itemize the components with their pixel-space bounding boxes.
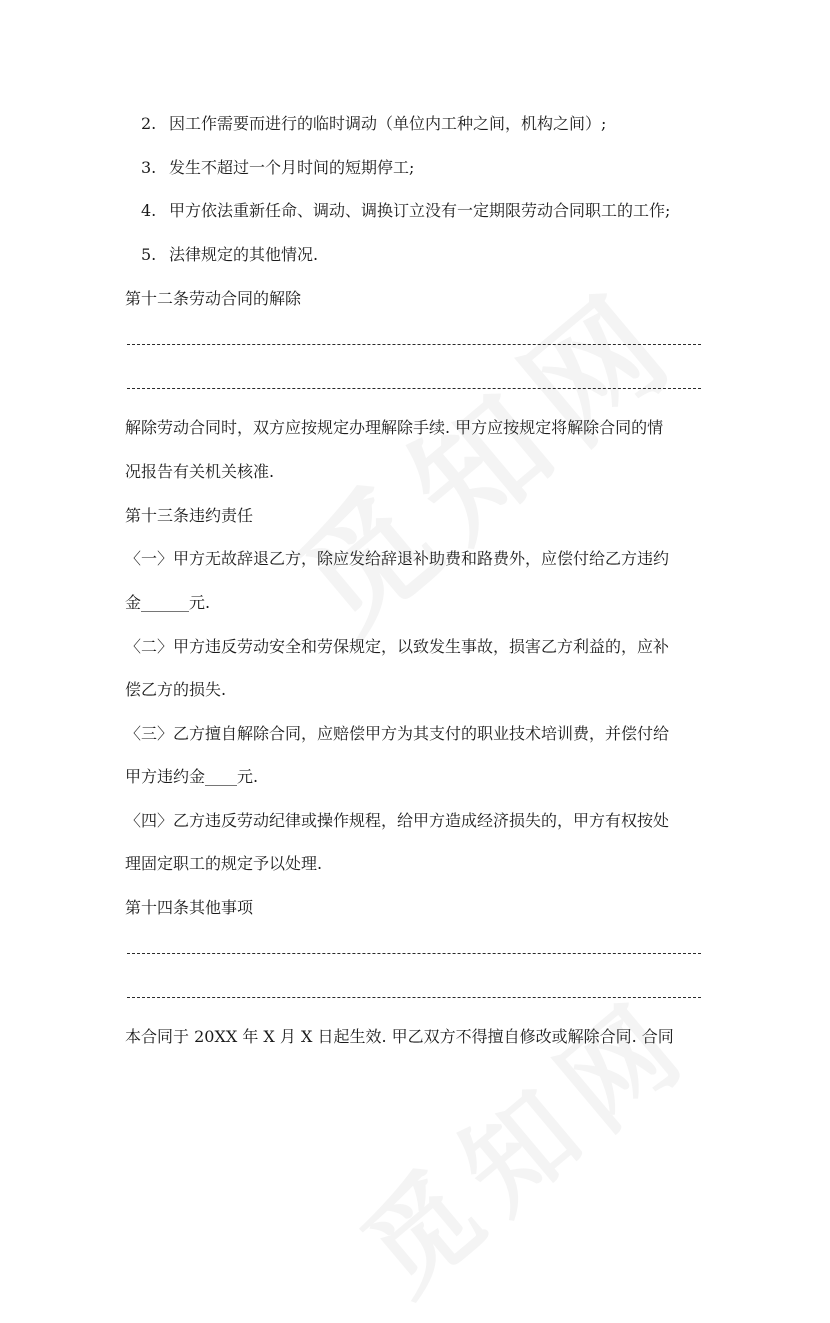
article-13-title: 第十三条违约责任	[125, 506, 254, 525]
blank-line	[127, 997, 701, 998]
list-item-number: 2.	[141, 114, 157, 133]
list-item-number: 4.	[141, 201, 157, 220]
watermark	[252, 239, 712, 668]
list-item-text: 法律规定的其他情况.	[169, 245, 319, 264]
list-item-text: 因工作需要而进行的临时调动（单位内工种之间，机构之间）;	[169, 114, 607, 133]
clause-line: 〈一〉甲方无故辞退乙方，除应发给辞退补助费和路费外，应偿付给乙方违约	[125, 549, 670, 568]
clause-line: 金______元.	[125, 593, 211, 612]
article-12-title: 第十二条劳动合同的解除	[125, 289, 302, 308]
list-item-number: 3.	[141, 158, 157, 177]
paragraph-line: 况报告有关机关核准.	[125, 462, 275, 481]
paragraph-line: 解除劳动合同时，双方应按规定办理解除手续. 甲方应按规定将解除合同的情	[125, 418, 664, 437]
list-item	[141, 157, 414, 179]
clause-line: 〈三〉乙方擅自解除合同，应赔偿甲方为其支付的职业技术培训费，并偿付给	[125, 724, 670, 743]
clause-line: 〈四〉乙方违反劳动纪律或操作规程，给甲方造成经济损失的，甲方有权按处	[125, 811, 670, 830]
paragraph-line: 本合同于 20XX 年 X 月 X 日起生效. 甲乙双方不得擅自修改或解除合同. 合同	[125, 1027, 674, 1046]
clause-line: 甲方违约金____元.	[125, 767, 259, 786]
list-item	[141, 113, 606, 135]
blank-line	[127, 388, 701, 389]
list-item-number: 5.	[141, 245, 157, 264]
watermark	[324, 955, 720, 1323]
article-14-title: 第十四条其他事项	[125, 898, 254, 917]
list-item-text: 发生不超过一个月时间的短期停工;	[169, 158, 415, 177]
blank-line	[127, 344, 701, 345]
clause-line: 偿乙方的损失.	[125, 680, 227, 699]
blank-line	[127, 953, 701, 954]
clause-line: 〈二〉甲方违反劳动安全和劳保规定，以致发生事故，损害乙方利益的，应补	[125, 637, 670, 656]
list-item	[141, 200, 670, 222]
list-item	[141, 244, 318, 266]
clause-line: 理固定职工的规定予以处理.	[125, 854, 323, 873]
list-item-text: 甲方依法重新任命、调动、调换订立没有一定期限劳动合同职工的工作;	[169, 201, 671, 220]
